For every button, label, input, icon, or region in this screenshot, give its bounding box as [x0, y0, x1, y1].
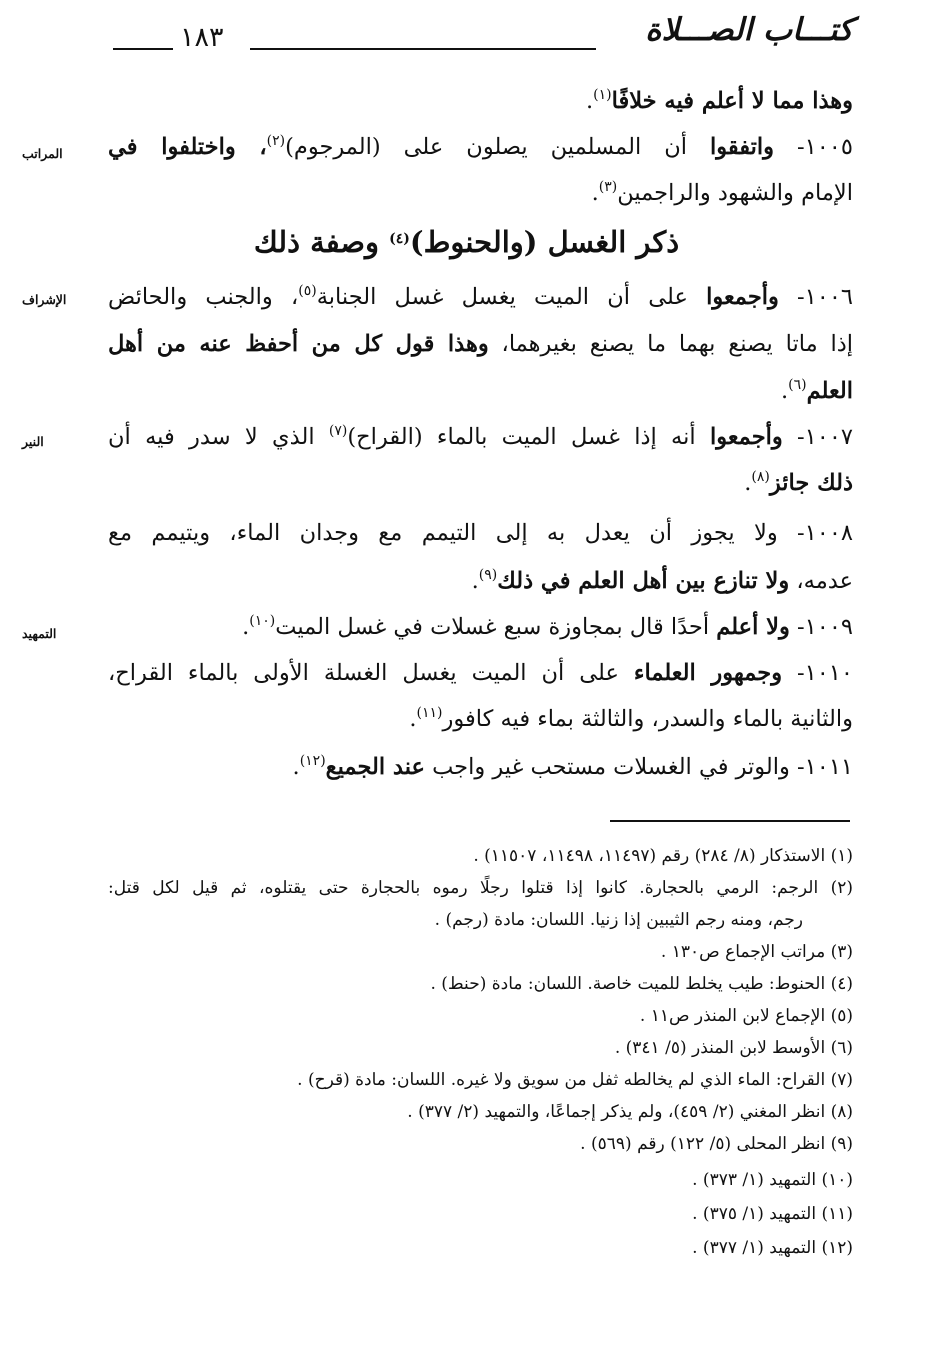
text-span: على أن الميت يغسل الغسلة الأولى بالماء القراح، — [108, 660, 634, 686]
page-number: ١٨٣ — [180, 22, 224, 53]
bold-text: العلم — [806, 378, 853, 404]
text-line — [586, 87, 853, 114]
text-span: ١٠٠٥- — [774, 134, 853, 160]
bold-text: عند الجميع — [325, 754, 425, 780]
text-span: ١٠٠٧- — [782, 424, 853, 450]
period: . — [471, 568, 479, 594]
footnote-ref: (٧) — [328, 423, 348, 439]
period: . — [591, 180, 599, 206]
footnote-ref: (١) — [593, 87, 612, 103]
text-span: ١٠٠٨- ولا يجوز أن يعدل به إلى التيمم مع وجدان الماء، ويتيمم مع — [108, 520, 853, 546]
bold-text: وأجمعوا — [709, 424, 783, 450]
text-span: ، والجنب والحائض — [108, 284, 299, 310]
footnote: (٦) الأوسط لابن المنذر (٥/ ٣٤١) . — [614, 1038, 853, 1058]
text-span: أحدًا قال بمجاوزة سبع غسلات في غسل الميت — [275, 614, 717, 640]
bold-text: ولا أعلم — [716, 614, 790, 640]
text-span: ١٠٠٩- — [789, 614, 853, 640]
margin-note: النير — [22, 434, 44, 449]
text-span: ١٠١٠- — [782, 660, 853, 686]
text-line — [591, 179, 853, 206]
footnote: (١٠) التمهيد (١/ ٣٧٣) . — [692, 1170, 853, 1190]
bold-text: وهذا مما لا أعلم فيه خلافًا — [611, 88, 853, 114]
margin-note: المراتب — [22, 146, 63, 161]
period: . — [744, 470, 752, 496]
footnote-ref: (٢) — [266, 133, 286, 149]
footnote: (٢) الرجم: الرمي بالحجارة. كانوا إذا قتلوا رجلًا رموه بالحجارة حتى يقتلوه، ثم قيل لكل قتل: — [108, 878, 854, 898]
text-line — [409, 705, 853, 732]
text-span: عدمه، — [789, 568, 853, 594]
text-line-1008 — [108, 522, 853, 545]
header-rule — [250, 48, 596, 50]
margin-note: الإشراف — [22, 292, 67, 307]
text-line-1007 — [108, 423, 853, 450]
text-span: إذا ماتا يصنع بهما ما يصنع بغيرهما، — [488, 331, 854, 357]
text-span: والثانية بالماء والسدر، والثالثة بماء فيه كافور — [442, 706, 853, 732]
text-span: أنه إذا غسل الميت بالماء (القراح) — [347, 424, 710, 450]
bold-text: ، واختلفوا في — [108, 134, 267, 160]
bold-text: وجمهور العلماء — [633, 660, 783, 686]
footnote: (١) الاستذكار (٨/ ٢٨٤) رقم (١١٤٩٧، ١١٤٩٨، ١١٥٠٧) . — [473, 846, 853, 866]
period: . — [409, 706, 417, 732]
footnote-ref: (١٢) — [299, 753, 326, 769]
bold-text: ولا تنازع بين أهل العلم في ذلك — [497, 568, 790, 594]
text-line — [780, 377, 853, 404]
header-rule-short — [113, 48, 173, 50]
text-span: ١٠١١- والوتر في الغسلات مستحب غير واجب — [424, 754, 853, 780]
footnote-ref: (٣) — [598, 179, 618, 195]
text-span: على أن الميت يغسل غسل الجنابة — [316, 284, 707, 310]
text-span: أن المسلمين يصلون على (المرجوم) — [285, 134, 710, 160]
text-line-1011 — [292, 753, 853, 780]
footnote-ref: (٨) — [751, 469, 770, 485]
footnote: (١٢) التمهيد (١/ ٣٧٧) . — [692, 1238, 853, 1258]
footnote: (٨) انظر المغني (٢/ ٤٥٩)، ولم يذكر إجماعًا، والتمهيد (٢/ ٣٧٧) . — [407, 1102, 853, 1122]
text-line-1009 — [242, 613, 853, 640]
text-line — [108, 333, 853, 356]
footnote: (٤) الحنوط: طيب يخلط للميت خاصة. اللسان: مادة (حنط) . — [430, 974, 853, 994]
text-line-1010 — [108, 662, 853, 685]
text-line-1005 — [108, 133, 853, 160]
footnote-ref: (٩) — [478, 567, 498, 583]
heading-text: ذكر الغسل (والحنوط) — [409, 225, 680, 259]
footnote-ref: (١١) — [416, 705, 443, 721]
footnote-ref: (٤) — [389, 231, 410, 247]
footnote: (١١) التمهيد (١/ ٣٧٥) . — [692, 1204, 853, 1224]
heading-text: وصفة ذلك — [253, 225, 390, 259]
period: . — [586, 88, 594, 114]
margin-note: التمهيد — [22, 626, 57, 641]
period: . — [292, 754, 300, 780]
footnote-ref: (٥) — [298, 283, 317, 299]
footnote: (٧) القراح: الماء الذي لم يخالطه ثفل من سويق ولا غيره. اللسان: مادة (قرح) . — [297, 1070, 853, 1090]
bold-text: ذلك جائز — [769, 470, 853, 496]
period: . — [780, 378, 789, 404]
footnote-continuation: رجم، ومنه رجم الثيبين إذا زنيا. اللسان: مادة (رجم) . — [434, 910, 803, 930]
footnote-ref: (٦) — [788, 377, 807, 393]
bold-text: وهذا قول كل من أحفظ عنه من أهل — [108, 331, 489, 357]
footnote-ref: (١٠) — [249, 613, 276, 629]
text-span: الذي لا سدر فيه أن — [108, 424, 329, 450]
footnote: (٣) مراتب الإجماع ص١٣٠ . — [660, 942, 853, 962]
footnote-separator — [610, 820, 850, 822]
text-span: ١٠٠٦- — [778, 284, 853, 310]
bold-text: وأجمعوا — [706, 284, 779, 310]
text-line — [744, 469, 853, 496]
section-heading — [80, 225, 853, 259]
footnote: (٩) انظر المحلى (٥/ ١٢٢) رقم (٥٦٩) . — [580, 1134, 853, 1154]
period: . — [242, 614, 250, 640]
text-span: الإمام والشهود والراجمين — [617, 180, 853, 206]
running-header-title: كتـــاب الصـــلاة — [645, 12, 853, 48]
text-line — [471, 567, 853, 594]
footnote: (٥) الإجماع لابن المنذر ص١١ . — [639, 1006, 853, 1026]
bold-text: واتفقوا — [710, 134, 775, 160]
text-line-1006 — [108, 283, 853, 310]
